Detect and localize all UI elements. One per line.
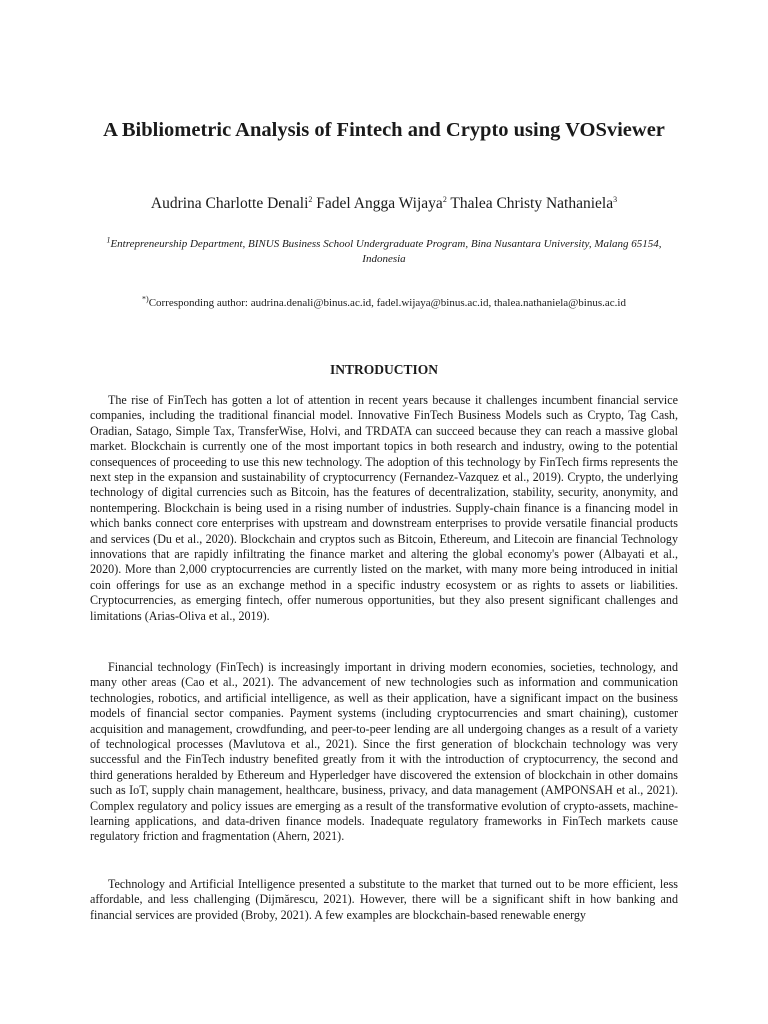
author-name: Thalea Christy Nathaniela xyxy=(450,195,614,212)
author-affiliation-marker: 2 xyxy=(308,194,313,204)
affiliation-marker: 1 xyxy=(106,235,111,245)
affiliation xyxy=(90,237,678,267)
body-paragraph: Financial technology (FinTech) is increasingly important in driving modern economies, societies, technology, and many other areas (Cao et al., 2021). The advancement of new technologies such as information and communication technologies, robotics, and artificial intelligence, as well as their application, have a significant impact on the business models of financial sector companies. Payment systems (including cryptocurrencies and smart chaining), customer acquisition and management, crowdfunding, and peer-to-peer lending are all undergoing changes as a result of a variety of technological processes (Mavlutova et al., 2021). Since the first generation of blockchain technology was very successful and the FinTech industry benefited greatly from it with the introduction of cryptocurrency, the second and third generations heralded by Ethereum and Hyperledger have discovered the extension of blockchain in other domains such as IoT, supply chain management, healthcare, business, privacy, and data management (AMPONSAH et al., 2021). Complex regulatory and policy issues are emerging as a result of the transformative evolution of crypto-assets, machine-learning applications, and data-driven finance models. Inadequate regulatory frameworks in FinTech markets cause regulatory friction and fragmentation (Ahern, 2021). xyxy=(90,660,678,844)
author-list xyxy=(60,194,708,214)
affiliation-text: Entrepreneurship Department, BINUS Business School Undergraduate Program, Bina Nusantara University, Malang 65154, Indonesia xyxy=(110,238,662,265)
corresponding-marker: *) xyxy=(142,294,149,304)
section-heading: INTRODUCTION xyxy=(329,362,438,377)
body-paragraph: The rise of FinTech has gotten a lot of attention in recent years because it challenges incumbent financial service companies, including the traditional financial model. Innovative FinTech Business Models such as Crypto, Tag Cash, Oradian, Satago, Simple Tax, TransferWise, Holvi, and TRDATA can succeed because they can reach a massive global market. Blockchain is currently one of the most important topics in both research and industry, owing to the potential consequences of proceeding to use this new technology. The adoption of this technology by FinTech firms represents the next step in the expansion and sustainability of cryptocurrency (Fernandez-Vazquez et al., 2019). Crypto, the underlying technology of digital currencies such as Bitcoin, has the features of decentralization, stability, security, anonymity, and nontempering. Blockchain is being used in a rising number of industries. Supply-chain finance is a financing model in which banks connect core enterprises with upstream and downstream enterprises to provide versatile financial products and services (Du et al., 2020). Blockchain and cryptos such as Bitcoin, Ethereum, and Litecoin are financial Technology innovations that are rapidly infiltrating the finance market and altering the global economy's power (Albayati et al., 2020). More than 2,000 cryptocurrencies are currently listed on the market, with many more being introduced in initial coin offerings for use as an exchange method in a specific industry ecosystem or as rights to assets or liabilities. Cryptocurrencies, as emerging fintech, offer numerous opportunities, but they also present significant challenges and limitations (Arias-Oliva et al., 2019). xyxy=(90,393,678,623)
corresponding-author xyxy=(60,296,708,311)
paper-title: A Bibliometric Analysis of Fintech and Crypto using VOSviewer xyxy=(103,119,665,141)
author-affiliation-marker: 2 xyxy=(442,194,447,204)
author-name: Audrina Charlotte Denali xyxy=(150,195,309,212)
author-affiliation-marker: 3 xyxy=(613,194,618,204)
corresponding-text: Corresponding author: audrina.denali@binus.ac.id, fadel.wijaya@binus.ac.id, thalea.nathaniela@binus.ac.id xyxy=(148,297,626,309)
body-paragraph: Technology and Artificial Intelligence presented a substitute to the market that turned out to be more efficient, less affordable, and less challenging (Dijmărescu, 2021). However, there will be a significant shift in how banking and financial services are provided (Broby, 2021). A few examples are blockchain-based renewable energy xyxy=(90,877,678,922)
author-name: Fadel Angga Wijaya xyxy=(316,195,443,212)
